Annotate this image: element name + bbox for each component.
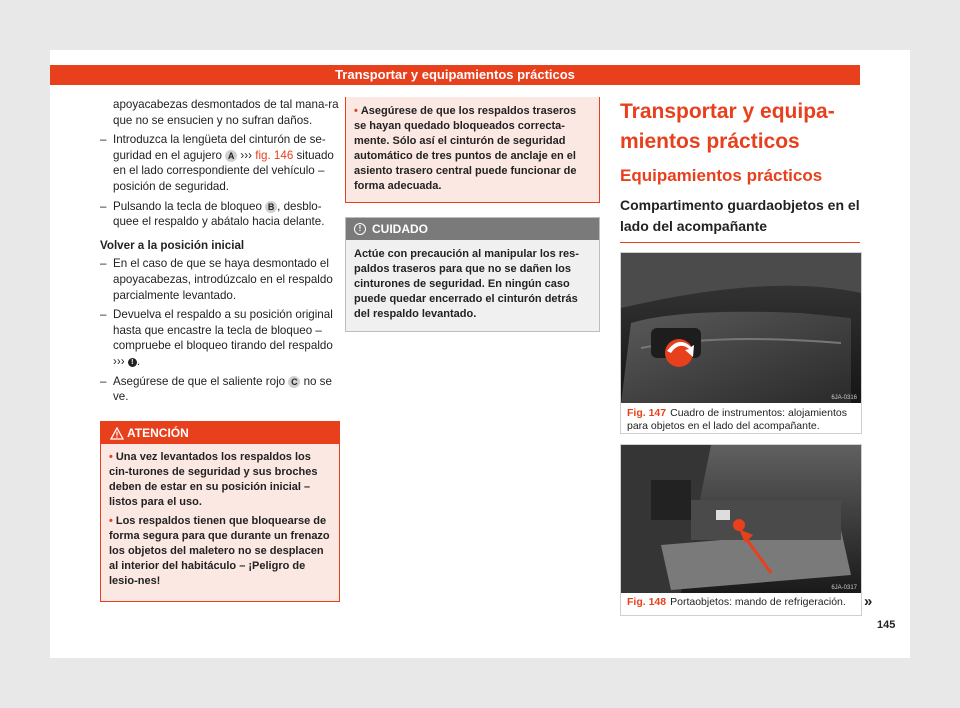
arrows: ›››: [240, 148, 252, 162]
bullet-marker: •: [109, 514, 113, 527]
info-circle-icon: !: [354, 223, 366, 235]
item-text: no se ve.: [113, 374, 332, 404]
warning-bullet: [109, 514, 331, 589]
caption-text: Cuadro de instrumentos: alojamientos para objetos en el lado del acompañante.: [627, 407, 847, 432]
caution-box: [345, 217, 600, 332]
label-a-marker: A: [225, 150, 237, 162]
bullet-marker: •: [354, 105, 358, 117]
column-middle: [345, 97, 600, 332]
list-item: [100, 374, 340, 405]
item-text: Devuelva el respaldo a su posición original hasta que encastre la tecla de bloqueo – compruebe el bloqueo tirando del respaldo: [113, 308, 333, 353]
column-right: [620, 97, 860, 243]
warning-body: [101, 444, 339, 601]
subsection-title: Compartimento guardaobjetos en el lado del acompañante: [620, 195, 860, 243]
figure-148: [620, 444, 862, 616]
label-c-marker: C: [288, 376, 300, 388]
column-left: [100, 97, 340, 602]
item-text: situado en el lado correspondiente del vehículo – posición de seguridad.: [113, 148, 334, 193]
list-item: [100, 307, 340, 369]
glovebox-photo: [621, 253, 861, 403]
warning-header: [101, 422, 339, 444]
dash-marker: –: [100, 133, 107, 147]
warning-bullet: [109, 450, 331, 510]
figure-number: Fig. 148: [627, 596, 667, 608]
item-text: En el caso de que se haya desmontado el apoyacabezas, introdúzcalo en el respaldo parcialmente levantado.: [113, 257, 333, 302]
page-number: 145: [877, 619, 896, 631]
figure-number: Fig. 147: [627, 407, 667, 419]
caption-text: Portaobjetos: mando de refrigeración.: [670, 596, 846, 608]
figure-147: [620, 252, 862, 434]
list-item: [100, 256, 340, 303]
bullet-text: Los respaldos tienen que bloquearse de forma segura para que durante un frenazo los objetos del maletero no se desplacen al interior del habitáculo – ¡Peligro de lesio-nes!: [109, 514, 330, 587]
period: .: [136, 354, 141, 368]
item-text: , desblo-quee el respaldo y abátalo hacia delante.: [113, 199, 325, 229]
warning-triangle-icon: [110, 425, 124, 447]
caution-body: Actúe con precaución al manipular los res-paldos traseros para que no se dañen los cinturones de seguridad. En ningún caso puede quedar encerrado el cinturón detrás del respaldo levantado.: [354, 248, 579, 320]
chapter-title: Transportar y equipa-mientos prácticos: [620, 100, 835, 153]
subheading: Volver a la posición inicial: [100, 238, 245, 252]
bullet-text: Una vez levantados los respaldos los cin-turones de seguridad y sus broches deben de estar en su posición inicial – listos para el uso.: [109, 450, 318, 508]
label-b-marker: B: [265, 201, 277, 213]
item-text: Asegúrese de que el saliente rojo: [113, 374, 286, 388]
figure-link[interactable]: fig. 146: [255, 148, 294, 162]
figure-caption: [621, 593, 861, 613]
image-code: 6JA-0317: [831, 585, 857, 591]
dash-marker: –: [100, 257, 107, 271]
glovebox-cooling-photo: [621, 445, 861, 593]
bullet-marker: •: [109, 450, 113, 463]
warning-box: [100, 421, 340, 602]
dash-marker: –: [100, 374, 107, 388]
dash-marker: –: [100, 308, 107, 322]
item-text: Introduzca la lengüeta del cinturón de se-guridad en el agujero: [113, 133, 326, 162]
bullet-text: Asegúrese de que los respaldos traseros se hayan quedado bloqueados correcta-mente. Sólo así el cinturón de seguridad automático de tres puntos de anclaje en el asiento trasero central puede funcionar de forma adecuada.: [354, 105, 577, 192]
list-item: [100, 199, 340, 230]
continue-marker: »: [864, 593, 873, 610]
item-text: Pulsando la tecla de bloqueo: [113, 199, 262, 213]
image-code: 6JA-0316: [831, 395, 857, 401]
arrows: ›››: [113, 354, 125, 368]
section-title: Equipamientos prácticos: [620, 166, 823, 185]
caution-header: [346, 218, 599, 240]
figure-caption: [621, 403, 861, 437]
warning-title: ATENCIÓN: [127, 425, 189, 440]
dash-marker: –: [100, 199, 107, 213]
page-header: Transportar y equipamientos prácticos: [50, 65, 860, 85]
warning-box-continued: [345, 97, 600, 203]
paragraph: apoyacabezas desmontados de tal mana-ra que no se ensucien y no sufran daños.: [113, 98, 339, 127]
list-item: [100, 132, 340, 194]
caution-title: CUIDADO: [372, 222, 428, 236]
alert-icon: !: [128, 358, 137, 367]
